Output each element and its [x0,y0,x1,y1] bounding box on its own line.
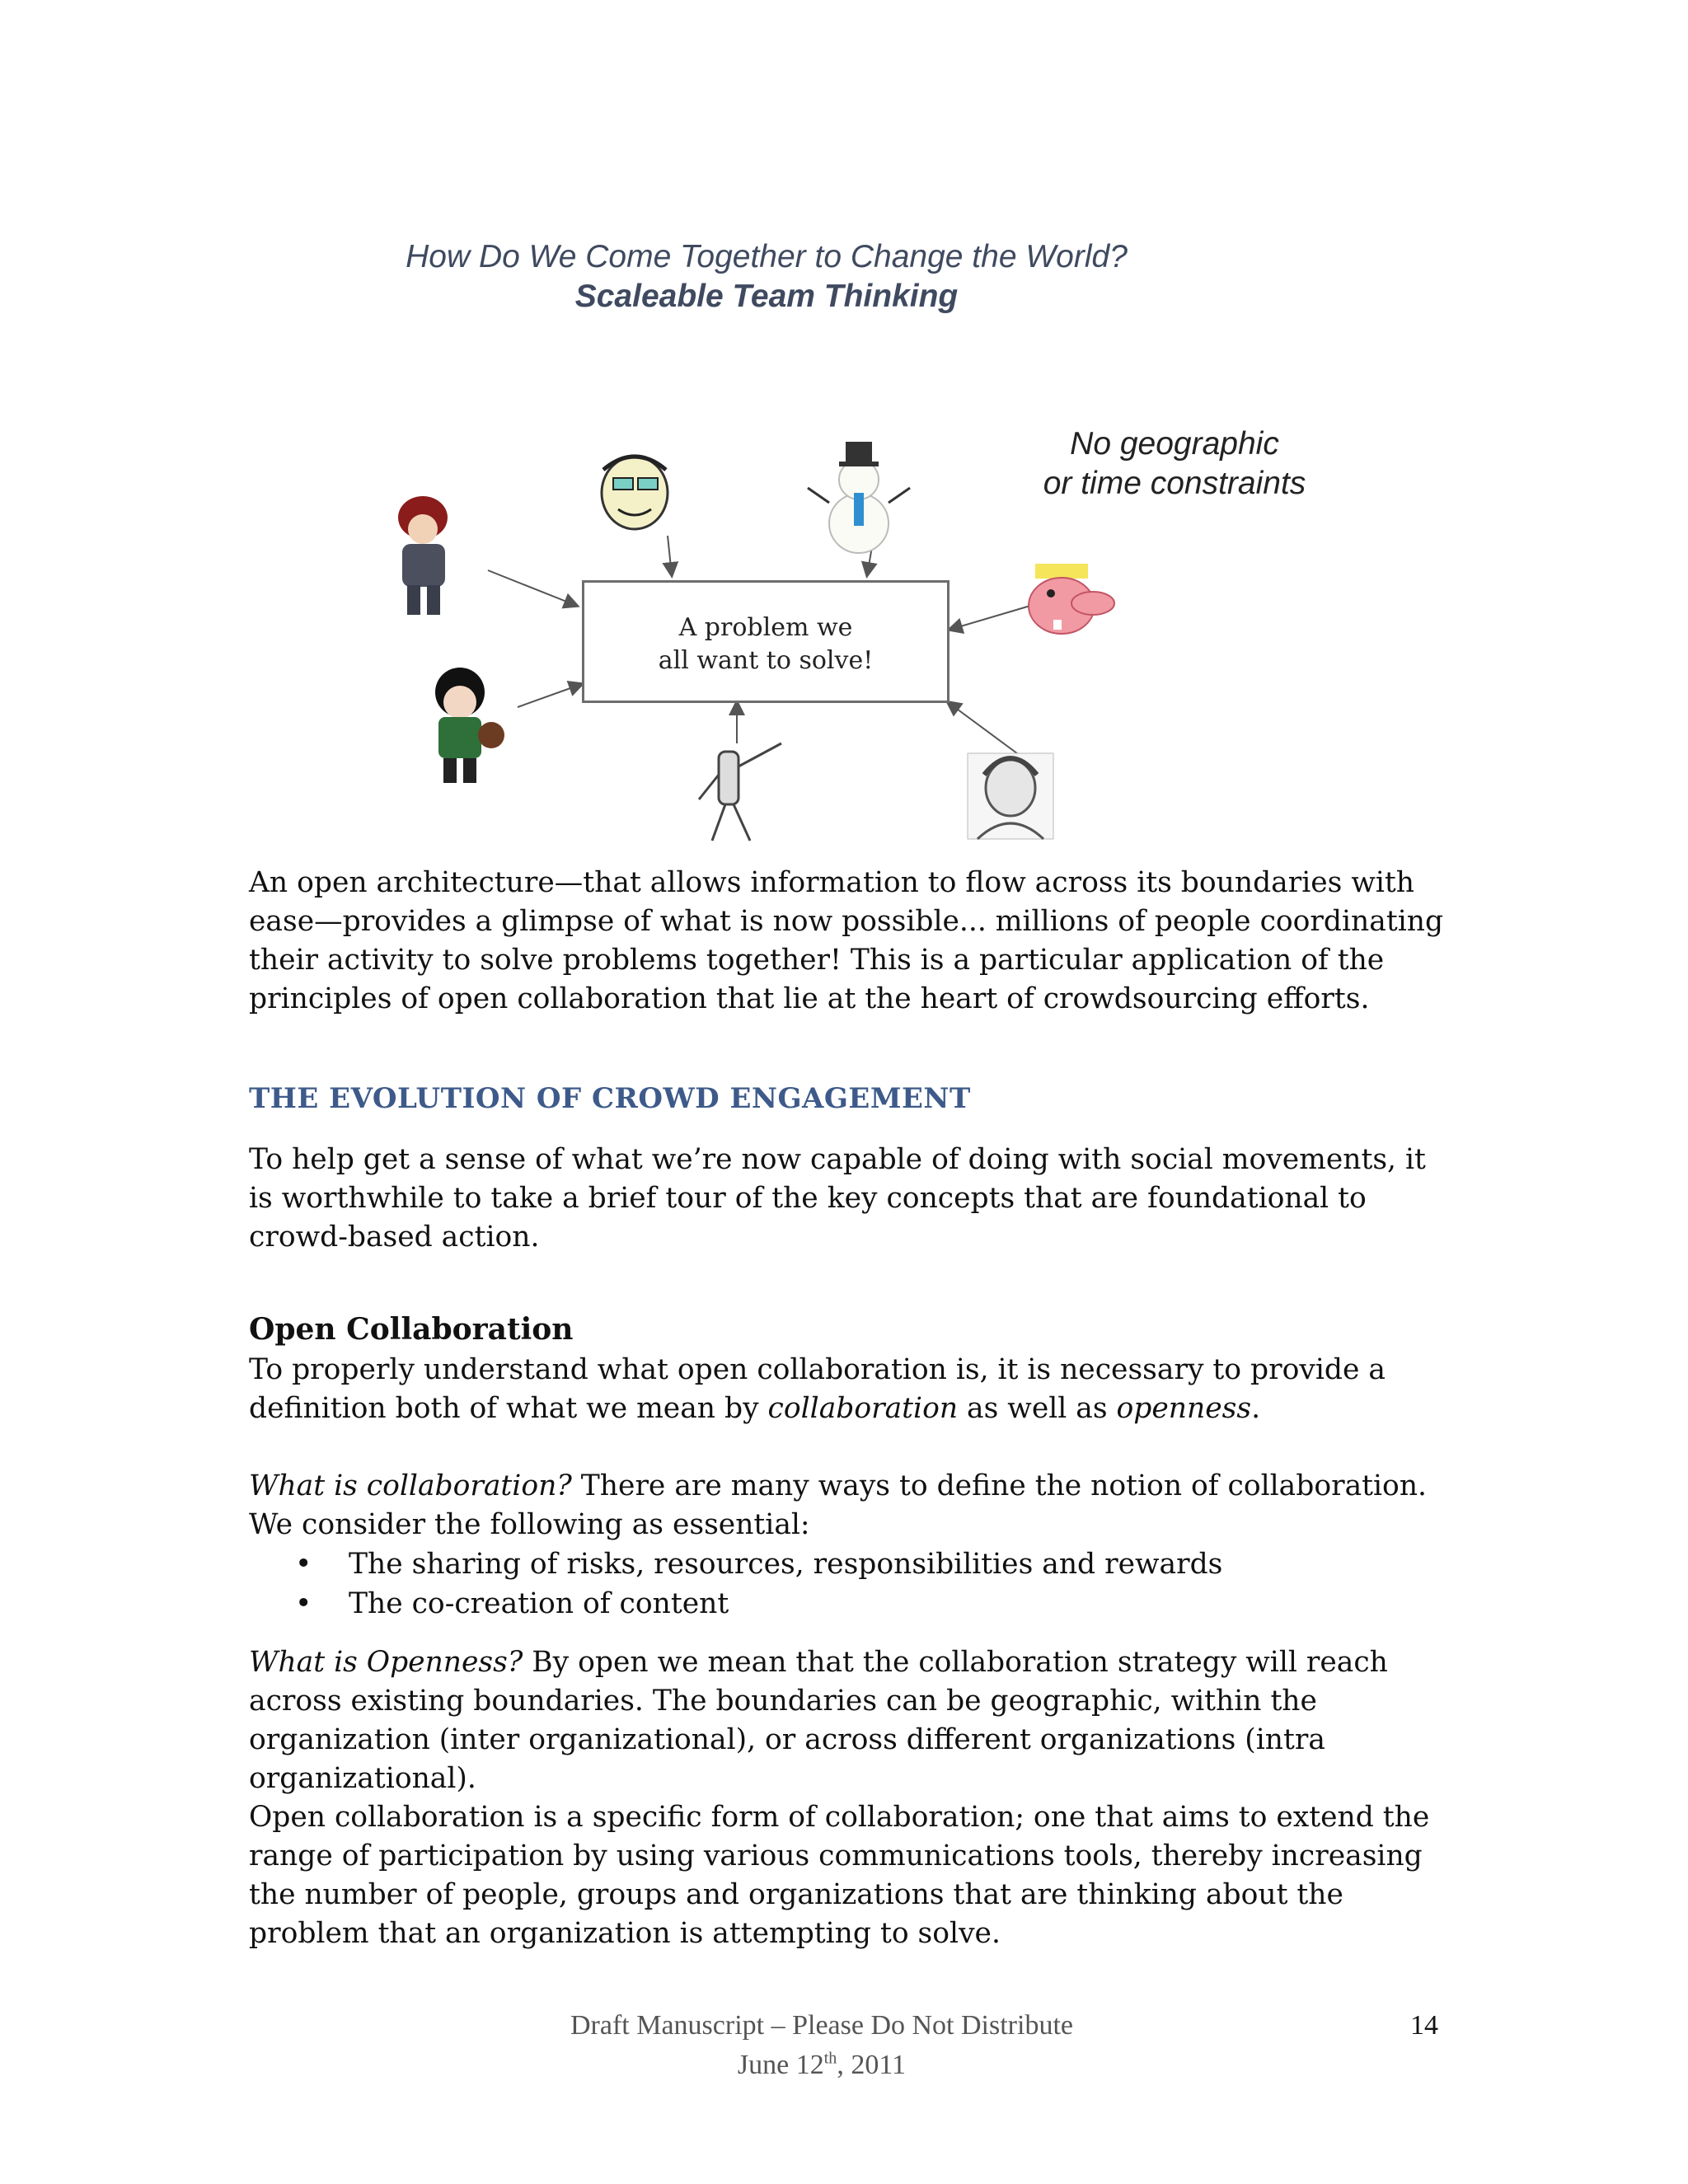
arrow-bottom-right [948,702,1024,758]
footer-date-post: , 2011 [837,2050,907,2080]
collaboration-figure [305,231,1343,857]
intro-paragraph: An open architecture—that allows information to flow across its boundaries with ease—provides a glimpse of what is now possible... millions of people coordinating their activity to solve problems together! This is a particular application of the principles of open collaboration that lie at the heart of crowdsourcing efforts. [249,866,1444,1015]
open-collaboration-subheading: Open Collaboration [249,1312,574,1347]
sketch-figure-icon [699,743,781,841]
figure-note-line1: No geographic [1070,426,1279,462]
bullet-icon: • [295,1548,312,1581]
openness-paragraph [249,1643,1452,1798]
definition-collaboration-term: collaboration [767,1392,959,1425]
footer-draft-notice: Draft Manuscript – Please Do Not Distribute [570,2010,1073,2041]
list-item-text: The co-creation of content [349,1587,729,1620]
page-number: 14 [1410,2010,1438,2041]
openness-text: By open we mean that the collaboration strategy will reach across existing boundaries. The boundaries can be geographic, within the organization (inter organizational), or across different organizations (intra organizational). [249,1646,1388,1795]
pink-creature-icon [1029,564,1114,634]
caricature-man-icon [602,457,668,529]
arrow-left-bottom [518,684,582,707]
footer-date [249,2046,1395,2085]
footer-date-pre: June 12 [737,2050,824,2080]
list-item [295,1544,1449,1584]
definition-pre: To properly understand what open collaboration is, it is necessary to provide a definition both of what we mean by [249,1353,1386,1425]
arrow-top-left [668,536,672,575]
help-paragraph: To help get a sense of what we’re now capable of doing with social movements, it is worthwhile to take a brief tour of the key concepts that are foundational to crowd-based action. [249,1143,1426,1254]
figure-drawing [305,231,1343,857]
definition-post: . [1251,1392,1261,1425]
snowman-icon [808,442,910,553]
list-item-text: The sharing of risks, resources, responsibilities and rewards [349,1548,1223,1581]
red-hair-person-icon [398,496,448,615]
list-item [295,1584,1449,1624]
figure-note [1001,424,1348,504]
collaboration-question: What is collaboration? [249,1469,572,1502]
final-paragraph: Open collaboration is a specific form of collaboration; one that aims to extend the range of participation by using various communications tools, thereby increasing the number of people, groups and organizations that are thinking about the problem that an organization is attempting to solve. [249,1801,1430,1950]
footer-date-sup: th [823,2049,837,2068]
section-heading: THE EVOLUTION OF CROWD ENGAGEMENT [249,1082,971,1115]
arrow-left-top [488,570,577,606]
problem-box [582,580,950,703]
arrow-right [950,606,1030,630]
definition-openness-term: openness [1116,1392,1252,1425]
figure-note-line2: or time constraints [1043,466,1306,501]
essentials-list [295,1544,1449,1624]
openness-question: What is Openness? [249,1646,523,1679]
collaboration-text: There are many ways to define the notion of collaboration. We consider the following as essential: [249,1469,1428,1541]
figure-title-line1: How Do We Come Together to Change the World? [406,239,1128,274]
definition-paragraph [249,1351,1452,1428]
sketched-man-portrait-icon [968,753,1053,839]
bullet-icon: • [295,1587,312,1620]
collaboration-paragraph [249,1467,1452,1544]
problem-box-line2: all want to solve! [658,646,874,675]
page-footer [249,2006,1452,2088]
problem-box-line1: A problem we [678,613,853,642]
girl-with-teddy-icon [435,668,504,783]
definition-mid: as well as [958,1392,1117,1425]
figure-title-line2: Scaleable Team Thinking [574,279,959,314]
